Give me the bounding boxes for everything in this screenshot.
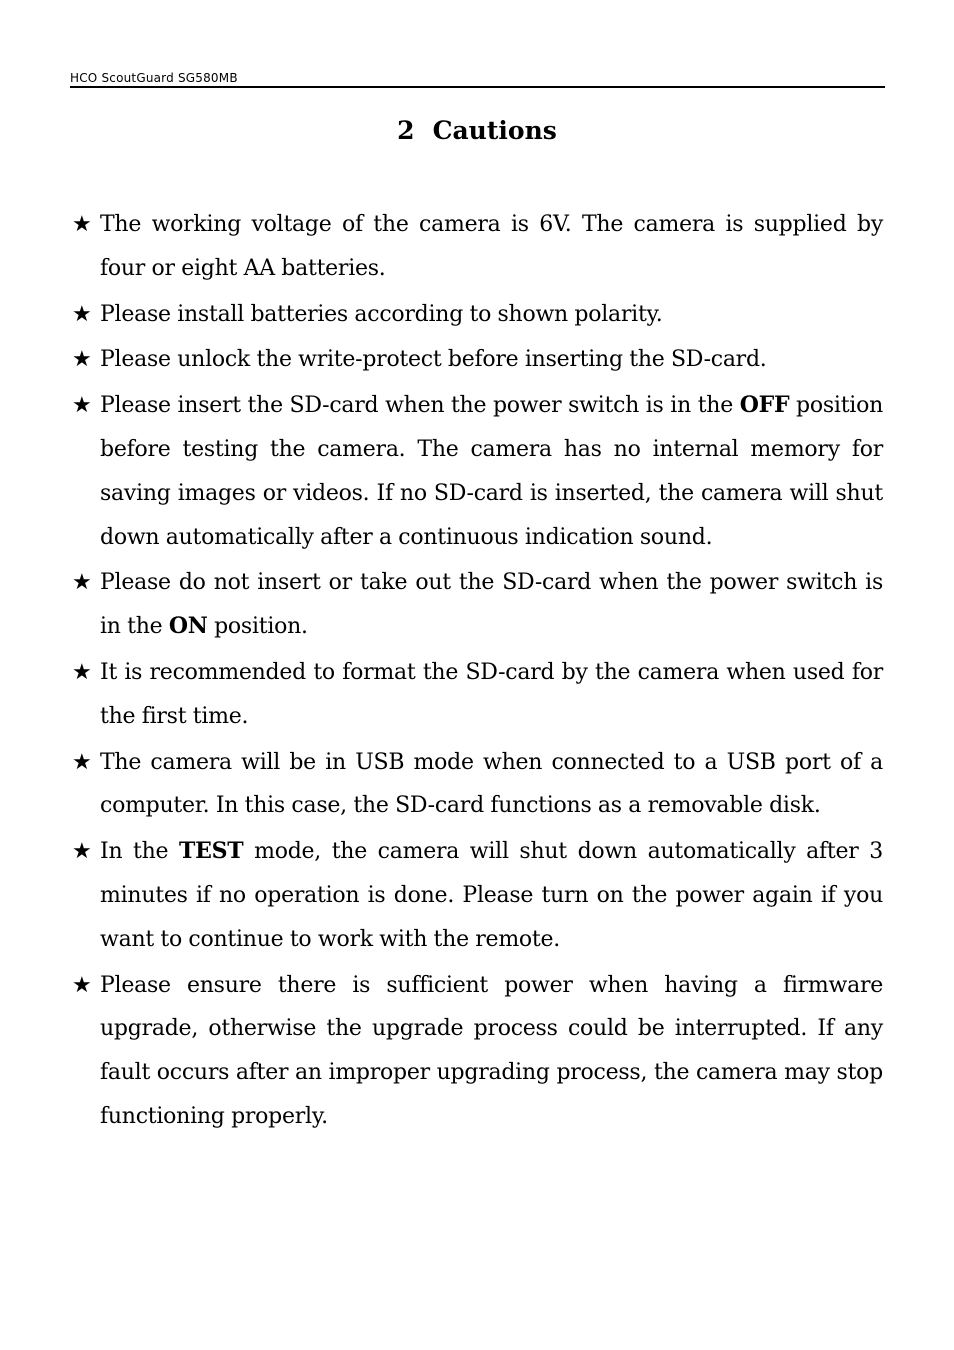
caution-bold-on: ON	[168, 613, 208, 640]
caution-text: It is recommended to format the SD-card by the camera when used for the first time.	[100, 659, 883, 729]
caution-item-polarity	[72, 293, 883, 337]
caution-bold-test: TEST	[179, 838, 244, 865]
caution-text: The camera will be in USB mode when connected to a USB port of a computer. In this case, the SD-card functions as a removable disk.	[100, 749, 883, 819]
caution-item-write-protect	[72, 338, 883, 382]
caution-item-voltage	[72, 203, 883, 291]
caution-text-after: position.	[207, 614, 308, 640]
caution-text: The working voltage of the camera is 6V. The camera is supplied by four or eight AA batteries.	[100, 212, 883, 281]
caution-item-format	[72, 651, 883, 739]
caution-text: Please install batteries according to shown polarity.	[100, 301, 663, 327]
section-title	[0, 112, 954, 150]
star-icon: ★	[72, 347, 92, 373]
caution-item-firmware	[72, 964, 883, 1139]
star-icon: ★	[72, 212, 92, 237]
star-icon: ★	[72, 659, 92, 685]
caution-item-usb-mode	[72, 741, 883, 829]
caution-text-before: Please insert the SD-card when the power switch is in the	[100, 393, 740, 419]
star-icon: ★	[72, 839, 92, 865]
caution-text-after: mode, the camera will shut down automatically after 3 minutes if no operation is done. Please turn on the power again if you want to continue to work with the remote.	[100, 839, 883, 952]
caution-text: Please ensure there is sufficient power when having a firmware upgrade, otherwise the upgrade process could be interrupted. If any fault occurs after an improper upgrading process, the camera may stop functioning properly.	[100, 972, 883, 1129]
header-text: HCO ScoutGuard SG580MB	[70, 71, 238, 85]
caution-text: Please unlock the write-protect before inserting the SD-card.	[100, 347, 767, 373]
caution-text-before: Please do not insert or take out the SD-card when the power switch is in the	[100, 570, 883, 640]
cautions-list	[72, 203, 883, 1141]
caution-item-insert-sd-card	[72, 384, 883, 559]
section-number: 2	[397, 116, 415, 145]
page-header	[70, 67, 885, 88]
star-icon: ★	[72, 570, 92, 596]
caution-item-remove-sd-card	[72, 561, 883, 649]
caution-bold-off: OFF	[739, 392, 790, 419]
star-icon: ★	[72, 393, 92, 419]
caution-item-test-mode	[72, 830, 883, 961]
star-icon: ★	[72, 749, 92, 775]
caution-text-before: In the	[100, 839, 179, 865]
section-title-text: Cautions	[432, 116, 557, 145]
star-icon: ★	[72, 972, 92, 998]
caution-text-after: position before testing the camera. The camera has no internal memory for saving images or videos. If no SD-card is inserted, the camera will shut down automatically after a continuous indication sound.	[100, 393, 883, 550]
star-icon: ★	[72, 301, 92, 327]
